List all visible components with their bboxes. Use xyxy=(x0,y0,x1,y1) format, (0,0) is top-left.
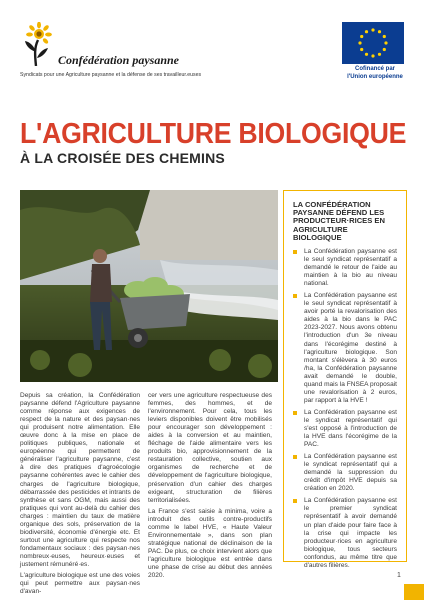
sidebar-list xyxy=(293,248,397,570)
square-bullet-icon xyxy=(293,499,297,503)
eu-caption-line1: Cofinancé par xyxy=(354,66,395,72)
sidebar-item-text: La Confédération paysanne est le syndicat représentatif qui s'est opposé à l'introduction de la HVE dans l'écorégime de la PAC. xyxy=(304,408,397,449)
sidebar-item-text: La Confédération paysanne est le seul syndicat représentatif à avoir porté la revalorisation des aides à la bio dans le PAC 2023-2027. Nous avons obtenu l'introduction d'un 3e niveau dans l'écorégime destiné à l'agriculture biologique. Son montant s'élèvera à 30 euros /ha, la Confédération paysanne avait demandé le double, quand mais la FNSEA proposait une revalorisation à 2 euros, par rapport à la HVE ! xyxy=(304,292,397,404)
sidebar-item-text: La Confédération paysanne est le syndicat représentatif qui a demandé la suppression du crédit d'impôt HVE depuis sa création en 2020. xyxy=(304,453,397,493)
sidebar-list-item xyxy=(293,292,397,405)
page-subtitle: À LA CROISÉE DES CHEMINS xyxy=(20,150,225,166)
sidebar-item-text: La Confédération paysanne est le premier syndicat représentatif à avoir demandé un plan d'aide pour faire face à la crise qui impacte les producteur·rices en agriculture biologique, tous secteurs confondus, au même titre que d'autres filières. xyxy=(304,497,397,569)
square-bullet-icon xyxy=(293,455,297,459)
square-bullet-icon xyxy=(293,411,297,415)
corner-accent xyxy=(404,584,424,600)
body-paragraph: cer vers une agriculture respectueuse des femmes, des hommes, et de l'environnement. Pour cela, tous les leviers disponibles doivent être mobilisés pour encourager son développement : aides à la conversion et au maintien, fléchage de l'aide alimentaire vers les produits bio, approvisionnement de la restauration collective, soutien aux organismes de recherche et de développement de l'agriculture biologique, préservation d'un cahier des charges exigeant, structuration de filières territorialisées. xyxy=(148,392,272,504)
title-part2: BIOLOGIQUE xyxy=(238,118,407,150)
eu-flag-icon xyxy=(342,22,404,64)
body-column-2 xyxy=(148,392,272,583)
brand-name: Confédération paysanne xyxy=(58,53,180,67)
sidebar-list-item xyxy=(293,248,397,288)
sunflower-logo-icon xyxy=(20,22,54,66)
square-bullet-icon xyxy=(293,294,297,298)
eu-caption-line2: l'Union européenne xyxy=(347,73,403,80)
sidebar-list-item xyxy=(293,409,397,449)
body-paragraph: La France s'est saisie à minima, voire a introduit des outils contre-productifs comme le label HVE, « Haute Valeur Environnementale », dans son plan stratégique national de déclinaison de la PAC. De plus, ce choix intervient alors que l'agriculture biologique est entrée dans une phase de crise au début des années 2020. xyxy=(148,507,272,580)
square-bullet-icon xyxy=(293,250,297,254)
body-paragraph: Depuis sa création, la Confédération paysanne défend l'Agriculture paysanne comme réponse aux exigences de respect de la nature et des paysan·nes qui produisent notre alimentation. Elle œuvre donc à la mise en place de politiques publiques, nationale et européenne qui permettent de généraliser l'agriculture paysanne, c'est à dire des pratiques d'agroécologie paysanne cohérentes avec le cahier des charges de l'agriculture biologique, débarrassée des pesticides et intrants de synthèse et sans OGM, mais aussi des pratiques qui vont au-delà du cahier des charges : maintien du taux de matière organique des sols, préservation de la biodiversité, économie d'énergie etc. Et surtout une agriculture qui respecte nos fondamentaux sociaux : des paysan·nes nombreux·euses, heureux·euses et justement rémunéré·es. xyxy=(20,392,140,568)
title-part1: L'AGRICULTURE xyxy=(20,118,232,150)
body-column-1 xyxy=(20,392,140,599)
page-title xyxy=(20,118,406,151)
eu-cofunding-caption xyxy=(340,66,410,81)
page-number: 1 xyxy=(397,572,401,579)
sidebar-list-item xyxy=(293,497,397,569)
sidebar-item-text: La Confédération paysanne est le seul syndicat représentatif a demandé le retour de l'aide au maintien à la bio au niveau national. xyxy=(304,248,397,288)
body-paragraph: L'agriculture biologique est une des voies qui peut permettre aux paysan·nes d'avan- xyxy=(20,572,140,596)
farmer-wheelbarrow-photo xyxy=(20,190,278,382)
brand-tagline: Syndicats pour une Agriculture paysanne et la défense de ses travailleur.euses xyxy=(20,72,202,78)
sidebar-box xyxy=(283,190,407,569)
sidebar-heading: LA CONFÉDÉRATION PAYSANNE DÉFEND LES PRODUCTEUR·RICES EN AGRICULTURE BIOLOGIQUE xyxy=(293,200,385,242)
confederation-paysanne-logo xyxy=(20,22,54,66)
sidebar-list-item xyxy=(293,453,397,493)
